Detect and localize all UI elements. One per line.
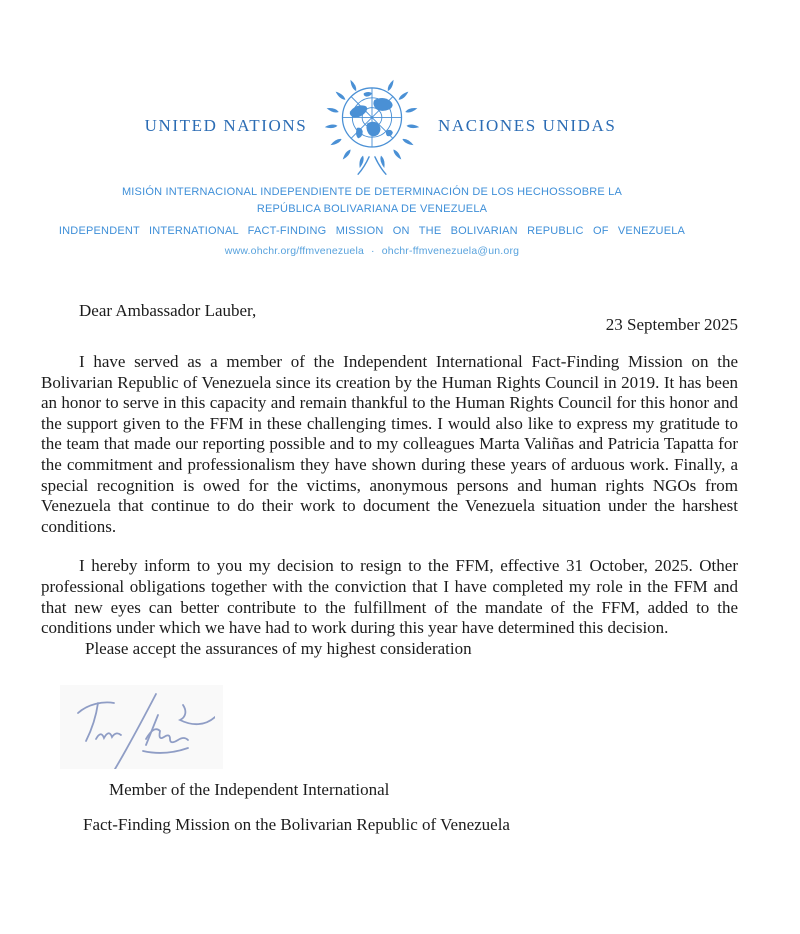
paragraph-2: I hereby inform to you my decision to resign to the FFM, effective 31 October, 2025. Other professional obligations together with the conviction that I have completed my role in the FFM and that new eyes can better contribute to the fulfillment of the mandate of the FFM, added to the conditions under which we have had to work during this year have determined this decision. <box>41 556 738 638</box>
united-nations-label: UNITED NATIONS <box>144 116 308 135</box>
salutation: Dear Ambassador Lauber, <box>79 301 257 320</box>
contact-line <box>21 245 723 257</box>
email-text: ohchr-ffmvenezuela@un.org <box>381 245 520 257</box>
naciones-unidas-label: NACIONES UNIDAS <box>438 116 617 135</box>
paragraph-1: I have served as a member of the Independent International Fact-Finding Mission on the Bolivarian Republic of Venezuela since its creation by the Human Rights Council in 2019. It has been an honor to serve in this capacity and remain thankful to the Human Rights Council for this honor and the support given to the FFM in these challenging times. I would also like to express my gratitude to the team that made our reporting possible and to my colleagues Marta Valiñas and Patricia Tapatta for the commitment and professionalism they have shown during these years of arduous work. Finally, a special recognition is owed for the victims, anonymous persons and human rights NGOs from Venezuela that continue to do their work to document the Venezuela situation under the harshest conditions. <box>41 352 738 536</box>
mission-title-es-line2: REPÚBLICA BOLIVARIANA DE VENEZUELA <box>256 203 488 215</box>
mission-title-en: INDEPENDENT INTERNATIONAL FACT-FINDING MISSION ON THE BOLIVARIAN REPUBLIC OF VENEZUELA <box>58 225 686 237</box>
letter-date: 23 September 2025 <box>605 315 738 334</box>
signoff-line-2: Fact-Finding Mission on the Bolivarian Republic of Venezuela <box>83 815 510 834</box>
signoff-line-1: Member of the Independent International <box>109 780 390 799</box>
letterhead-mission-block <box>21 184 723 257</box>
website-text: www.ohchr.org/ffmvenezuela <box>224 245 365 257</box>
separator-dot: · <box>371 245 375 257</box>
letter-body <box>41 352 738 659</box>
closing-line: Please accept the assurances of my highest consideration <box>85 638 472 658</box>
mission-title-es-line1: MISIÓN INTERNACIONAL INDEPENDIENTE DE DETERMINACIÓN DE LOS HECHOSSOBRE LA <box>121 186 623 198</box>
un-emblem-icon <box>314 70 430 180</box>
handwritten-signature <box>60 685 223 769</box>
